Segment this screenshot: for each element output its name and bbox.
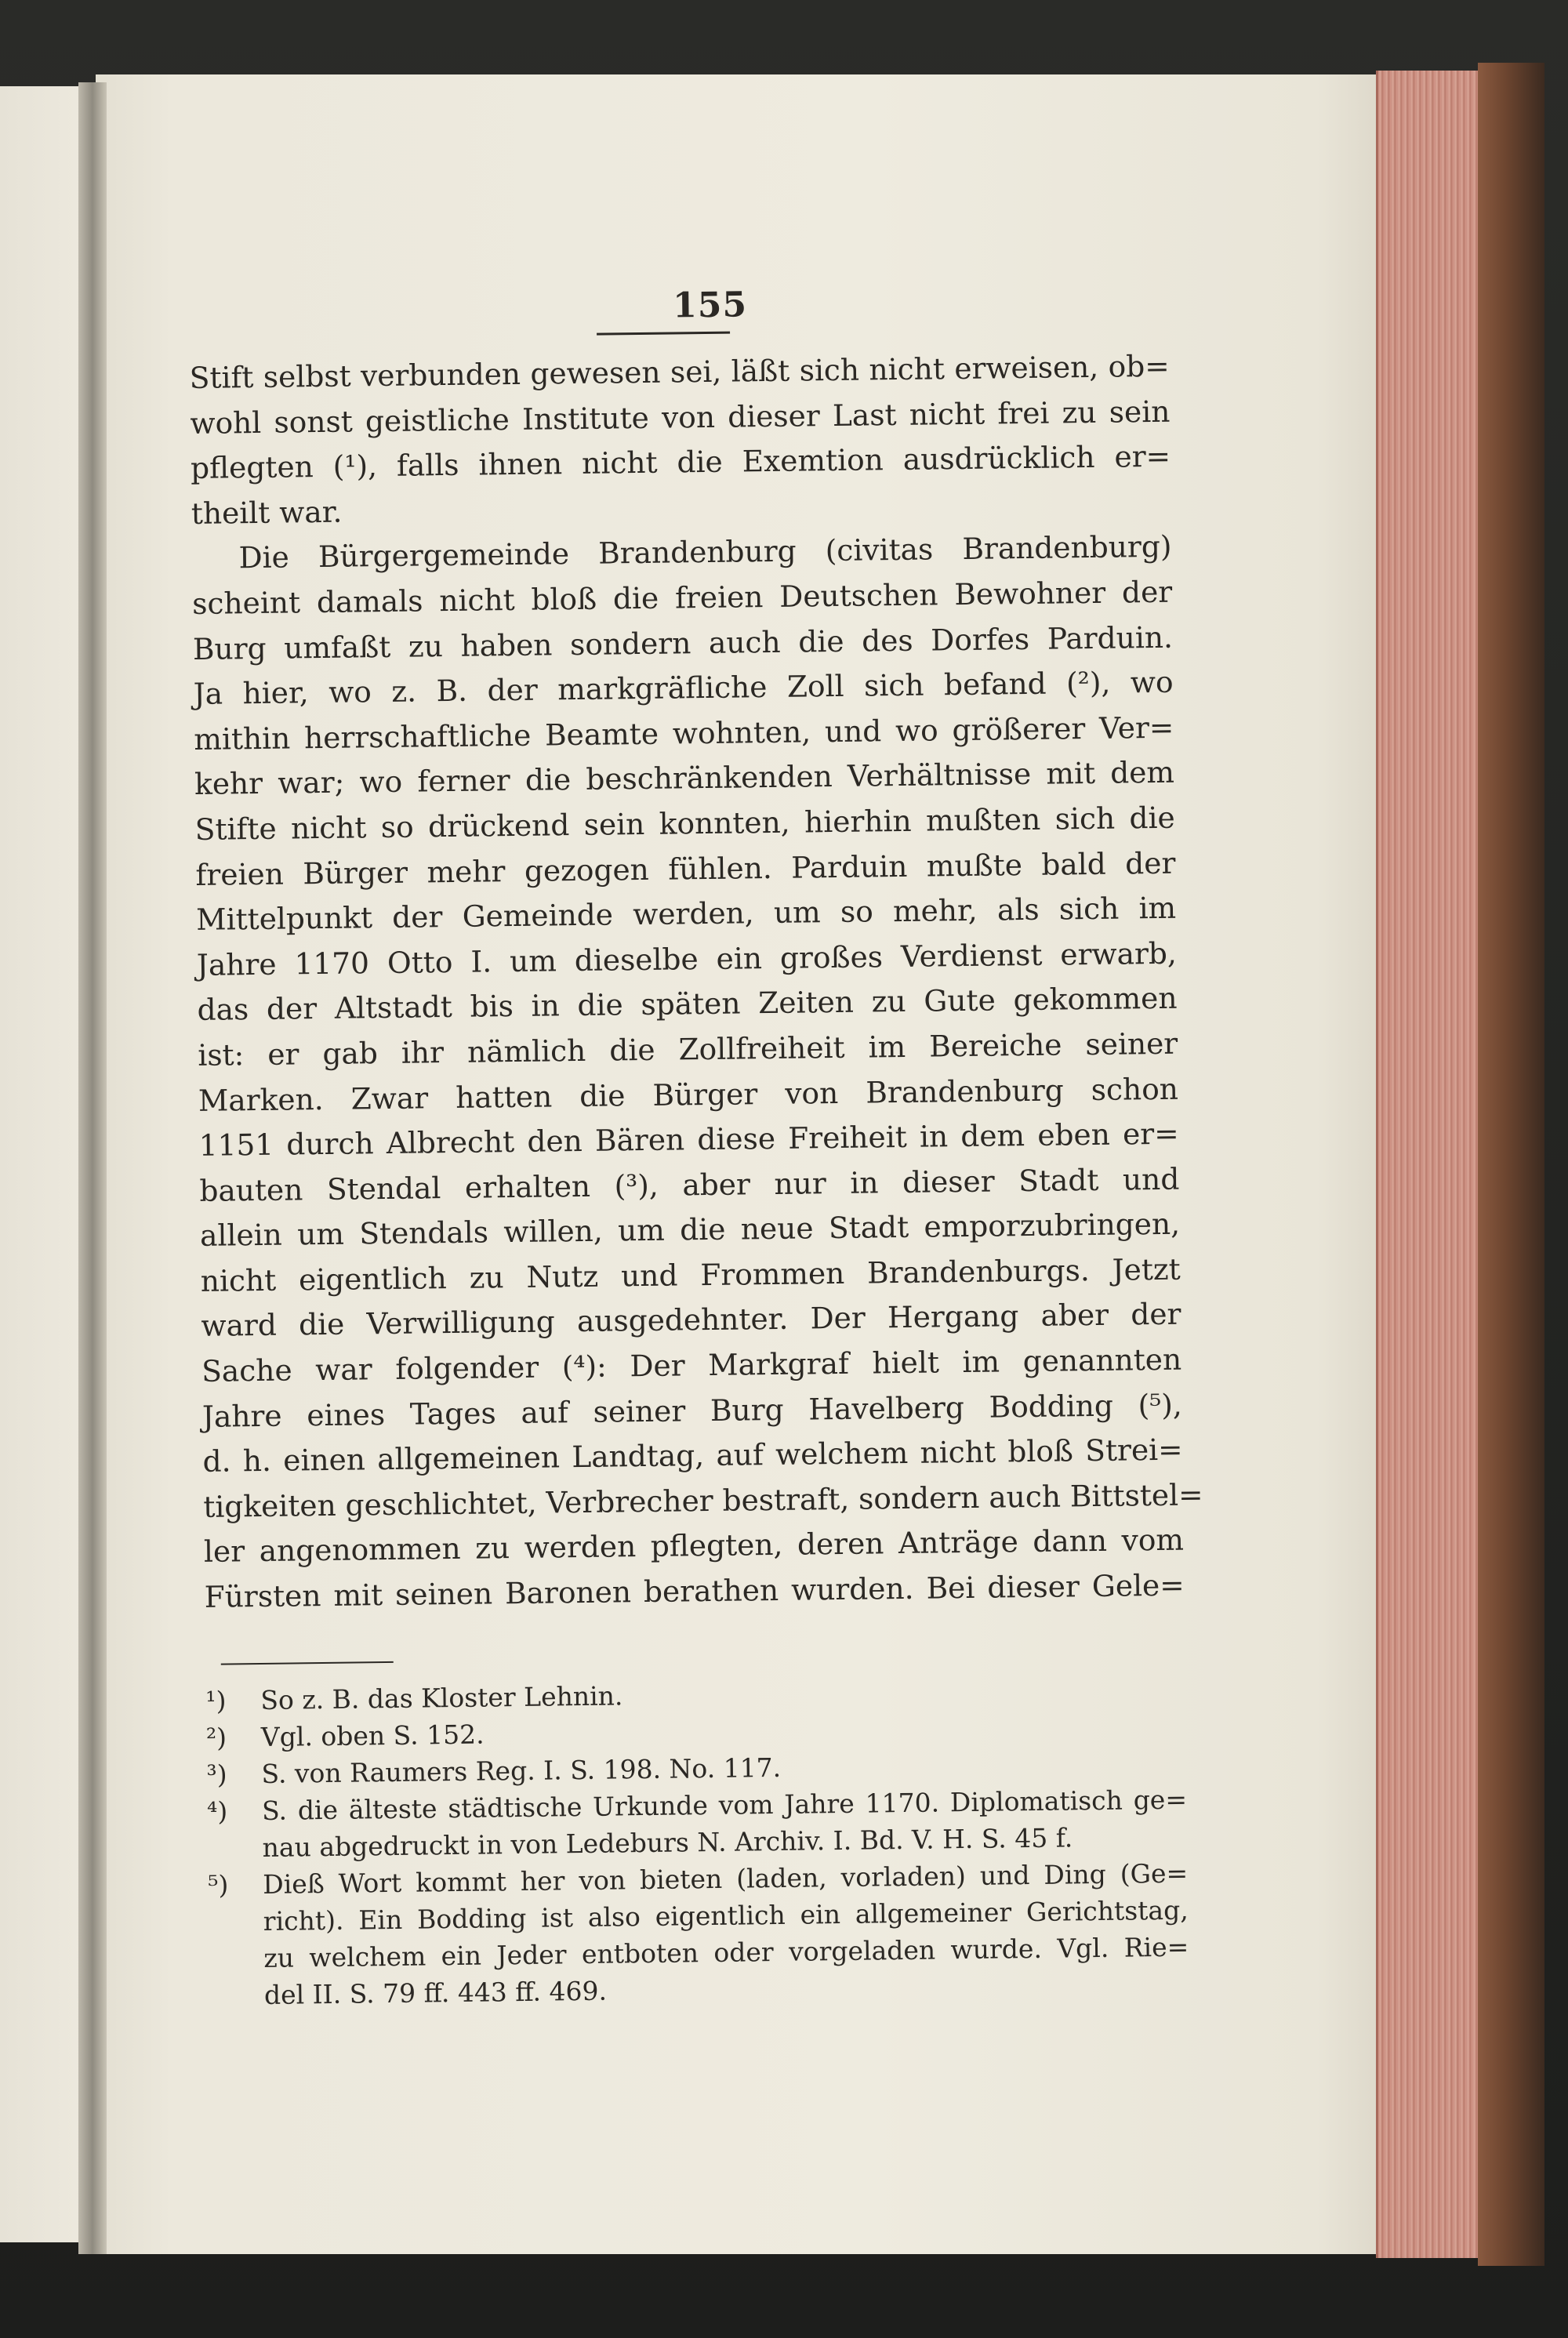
text-line: bauten Stendal erhalten (³), aber nur in dieser Stadt und	[199, 1161, 1180, 1208]
footnotes	[205, 1670, 1189, 2013]
footnote-text	[262, 1781, 1188, 1865]
text-line: ward die Verwilligung ausgedehnter. Der Hergang aber der	[201, 1297, 1181, 1344]
text-line: d. h. einen allgemeinen Landtag, auf welchem nicht bloß Strei=	[202, 1432, 1183, 1479]
body-text	[189, 344, 1203, 1621]
text-line: allein um Stendals willen, um die neue Stadt emporzubringen,	[199, 1206, 1181, 1254]
text-line: Mittelpunkt der Gemeinde werden, um so mehr, als sich im	[195, 890, 1177, 938]
footnote-line: Dieß Wort kommt her von bieten (laden, vorladen) und Ding (Ge=	[262, 1857, 1189, 1900]
footnote-5	[208, 1854, 1189, 2013]
text-line: pflegten (¹), falls ihnen nicht die Exemtion ausdrücklich er=	[190, 438, 1171, 486]
footnote-rule	[221, 1661, 394, 1665]
footnote-line: S. die älteste städtische Urkunde vom Jahre 1170. Diplomatisch ge=	[261, 1784, 1188, 1826]
footnote-line: So z. B. das Kloster Lehnin.	[260, 1679, 623, 1715]
text-line: kehr war; wo ferner die beschränkenden Verhältnisse mit dem	[194, 755, 1175, 802]
text-line: Sache war folgender (⁴): Der Markgraf hielt im genannten	[201, 1341, 1182, 1389]
footnote-line: richt). Ein Bodding ist also eigentlich ein allgemeiner Gerichtstag,	[263, 1894, 1189, 1937]
text-line: Jahre eines Tages auf seiner Burg Havelberg Bodding (⁵),	[201, 1387, 1183, 1434]
book-cover-edge	[1478, 63, 1544, 2266]
page-number: 155	[672, 285, 748, 326]
footnote-line: Vgl. oben S. 152.	[260, 1719, 485, 1752]
text-line: Ja hier, wo z. B. der markgräfliche Zoll sich befand (²), wo	[193, 664, 1174, 712]
footnote-4	[207, 1781, 1188, 1866]
text-line: Die Bürgergemeinde Brandenburg (civitas Brandenburg)	[238, 529, 1172, 575]
text-line: freien Bürger mehr gezogen fühlen. Parduin mußte bald der	[195, 845, 1176, 892]
page-block-edges	[1376, 71, 1488, 2258]
text-line: wohl sonst geistliche Institute von dieser Last nicht frei zu sein	[190, 394, 1171, 441]
paragraph-1	[189, 344, 1171, 537]
footnote-mark: ⁴)	[206, 1795, 228, 1827]
footnote-mark: ⁵)	[207, 1869, 229, 1901]
footnote-mark: ³)	[206, 1759, 227, 1790]
text-line: ler angenommen zu werden pflegten, deren Anträge dann vom	[203, 1523, 1185, 1570]
text-line: Marken. Zwar hatten die Bürger von Brandenburg schon	[198, 1071, 1179, 1118]
text-line: ist: er gab ihr nämlich die Zollfreiheit im Bereiche seiner	[198, 1026, 1178, 1073]
footnote-text	[263, 1854, 1189, 2013]
page-content	[188, 255, 1203, 2014]
text-line: Jahre 1170 Otto I. um dieselbe ein großes Verdienst erwarb,	[196, 935, 1178, 982]
text-line: theilt war.	[191, 494, 343, 531]
text-line: Stift selbst verbunden gewesen sei, läßt sich nicht erweisen, ob=	[189, 348, 1170, 395]
book-gutter	[78, 82, 107, 2254]
footnote-line: zu welchem ein Jeder entboten oder vorgeladen wurde. Vgl. Rie=	[263, 1931, 1189, 1973]
text-line: Stifte nicht so drückend sein konnten, hierhin mußten sich die	[194, 800, 1175, 847]
text-line: tigkeiten geschlichtet, Verbrecher bestraft, sondern auch Bittstel=	[203, 1477, 1203, 1524]
text-line: mithin herrschaftliche Beamte wohnten, und wo größerer Ver=	[194, 710, 1174, 757]
footnote-line: nau abgedruckt in von Ledeburs N. Archiv. I. Bd. V. H. S. 45 f.	[262, 1821, 1073, 1863]
paragraph-2	[191, 525, 1203, 1620]
page-number-rule	[597, 332, 730, 336]
footnote-line: S. von Raumers Reg. I. S. 198. No. 117.	[261, 1752, 782, 1789]
text-line: 1151 durch Albrecht den Bären diese Freiheit in dem eben er=	[198, 1116, 1179, 1164]
footnote-mark: ²)	[205, 1722, 227, 1753]
text-line: nicht eigentlich zu Nutz und Frommen Brandenburgs. Jetzt	[200, 1251, 1181, 1298]
text-line: Fürsten mit seinen Baronen berathen wurden. Bei dieser Gele=	[204, 1567, 1185, 1614]
footnote-mark: ¹)	[205, 1685, 227, 1716]
text-line: das der Altstadt bis in die späten Zeiten zu Gute gekommen	[197, 980, 1178, 1028]
text-line: scheint damals nicht bloß die freien Deutschen Bewohner der	[191, 574, 1173, 621]
footnote-line: del II. S. 79 ff. 443 ff. 469.	[263, 1975, 608, 2010]
text-line: Burg umfaßt zu haben sondern auch die des Dorfes Parduin.	[192, 619, 1174, 666]
